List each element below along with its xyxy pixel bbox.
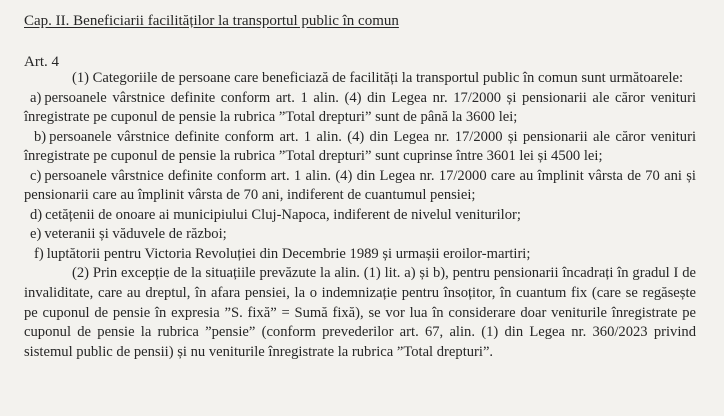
list-marker: c) (30, 167, 42, 184)
paragraph-2: (2) Prin excepție de la situațiile prevăzute la alin. (1) lit. a) și b), pentru pensionarii încadrați în gradul I de invaliditate, care au dreptul, în afara pensiei, la o indemnizație pentru însoțitor, în cuantum fix (care se regăsește pe cuponul de pensie în expresia ”S. fixă” = Sumă fixă), se vor lua în considerare doar veniturile înregistrate pe cuponul de pensie la rubrica ”pensie” (conform prevederilor art. 67, alin. (1) din Legea nr. 360/2023 privind sistemul public de pensii) și nu veniturile înregistrate la rubrica ”Total drepturi”. (24, 265, 696, 360)
list-item-b (24, 128, 696, 167)
list-marker: f) (34, 245, 44, 262)
list-marker: e) (30, 226, 42, 243)
list-item-text: luptătorii pentru Victoria Revoluției din Decembrie 1989 și urmașii eroilor-martiri; (46, 245, 531, 262)
list-item-e (24, 225, 696, 245)
list-item-d (24, 206, 696, 226)
list-item-text: persoanele vârstnice definite conform art. 1 alin. (4) din Legea nr. 17/2000 care au împlinit vârsta de 70 ani și pensionarii care au împlinit vârsta de 70 ani, indiferent de cuantumul pensiei; (24, 167, 696, 204)
list-marker: d) (30, 206, 43, 223)
article-body (24, 69, 696, 362)
list-marker: a) (30, 89, 42, 106)
list-item-f (24, 245, 696, 265)
chapter-heading: Cap. II. Beneficiarii facilităților la transportul public în comun (24, 13, 399, 29)
list-item-text: persoanele vârstnice definite conform art. 1 alin. (4) din Legea nr. 17/2000 și pensionarii ale căror venituri înregistrate pe cuponul de pensie la rubrica ”Total drepturi” sunt de până la 3600 lei; (24, 89, 696, 126)
list-item-text: persoanele vârstnice definite conform art. 1 alin. (4) din Legea nr. 17/2000 și pensionarii ale căror venituri înregistrate pe cuponul de pensie la rubrica ”Total drepturi” sunt cuprinse între 3601 lei și 4500 lei; (24, 128, 696, 165)
list-item-a (24, 89, 696, 128)
paragraph-1: (1) Categoriile de persoane care beneficiază de facilități la transportul public în comun sunt următoarele: (72, 70, 684, 86)
list-marker: b) (34, 128, 47, 145)
list-item-text: veteranii și văduvele de război; (44, 226, 227, 243)
article-label: Art. 4 (24, 54, 59, 70)
list-item-c (24, 167, 696, 206)
list-item-text: cetățenii de onoare ai municipiului Cluj-Napoca, indiferent de nivelul veniturilor; (45, 206, 521, 223)
